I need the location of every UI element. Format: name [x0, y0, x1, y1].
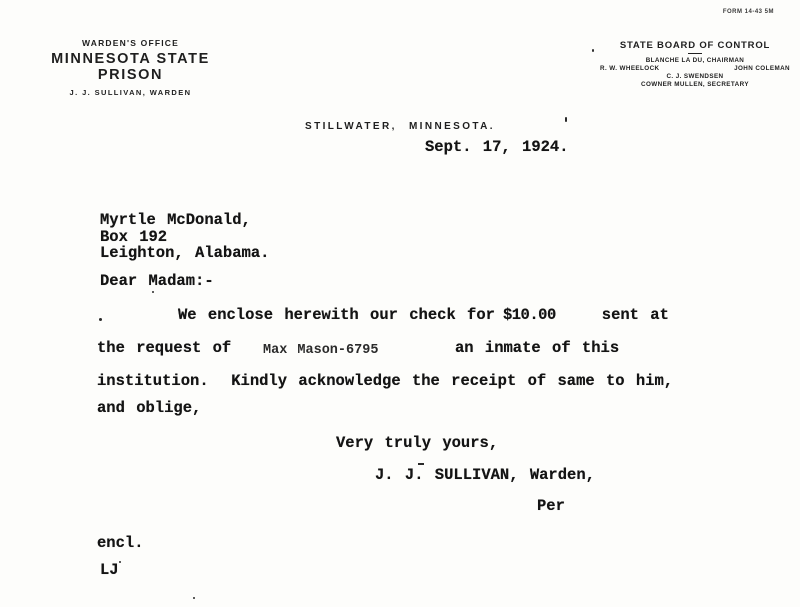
body-line-2-end: an inmate of this — [455, 339, 620, 357]
form-number: FORM 14-43 5M — [722, 9, 774, 15]
board-member-right: JOHN COLEMAN — [734, 65, 790, 72]
wardens-office-label: WARDEN'S OFFICE — [82, 38, 179, 48]
board-member-left: R. W. WHEELOCK — [600, 65, 660, 72]
body-line-1-text: We enclose herewith our check for — [178, 306, 495, 324]
recipient-name: Myrtle McDonald, — [100, 211, 251, 229]
recipient-address-line2: Leighton, Alabama. — [100, 244, 270, 262]
date-line: Sept. 17, 1924. — [425, 138, 569, 156]
letterhead-divider — [688, 53, 702, 54]
scan-speck — [119, 561, 121, 563]
body-line-1 — [178, 306, 669, 324]
board-members-row — [598, 65, 792, 73]
state-board-title: STATE BOARD OF CONTROL — [619, 40, 771, 51]
place-line: STILLWATER, MINNESOTA. — [305, 121, 495, 132]
valediction: Very truly yours, — [336, 434, 499, 452]
enclosure-note: encl. — [97, 534, 144, 552]
check-amount: $10.00 — [502, 306, 556, 324]
letterhead-right — [598, 40, 792, 89]
warden-name-label: J. J. SULLIVAN, WARDEN — [69, 88, 192, 97]
institution-name: MINNESOTA STATE PRISON — [51, 51, 210, 83]
scan-speck — [418, 463, 424, 465]
scan-speck — [99, 318, 102, 321]
board-secretary: COWNER MULLEN, SECRETARY — [641, 81, 749, 88]
signature-line: J. J. SULLIVAN, Warden, — [375, 466, 595, 484]
board-member-center: C. J. SWENDSEN — [666, 73, 724, 80]
board-chairman: BLANCHE LA DU, CHAIRMAN — [645, 57, 745, 64]
inmate-name: Max Mason-6795 — [263, 343, 379, 358]
scan-speck — [193, 597, 195, 599]
body-line-2-start: the request of — [97, 339, 232, 357]
body-line-3: institution. Kindly acknowledge the receipt of same to him, — [97, 372, 674, 390]
typist-initials: LJ — [100, 561, 119, 579]
per-label: Per — [537, 497, 565, 515]
scan-speck — [565, 117, 567, 122]
body-line-4: and oblige, — [97, 399, 202, 417]
scan-speck — [152, 291, 154, 293]
body-line-1-tail: sent at — [601, 306, 669, 324]
scan-speck — [592, 49, 594, 52]
recipient-address-line1: Box 192 — [100, 228, 168, 246]
salutation: Dear Madam:- — [100, 272, 214, 290]
letterhead-left — [28, 38, 233, 97]
